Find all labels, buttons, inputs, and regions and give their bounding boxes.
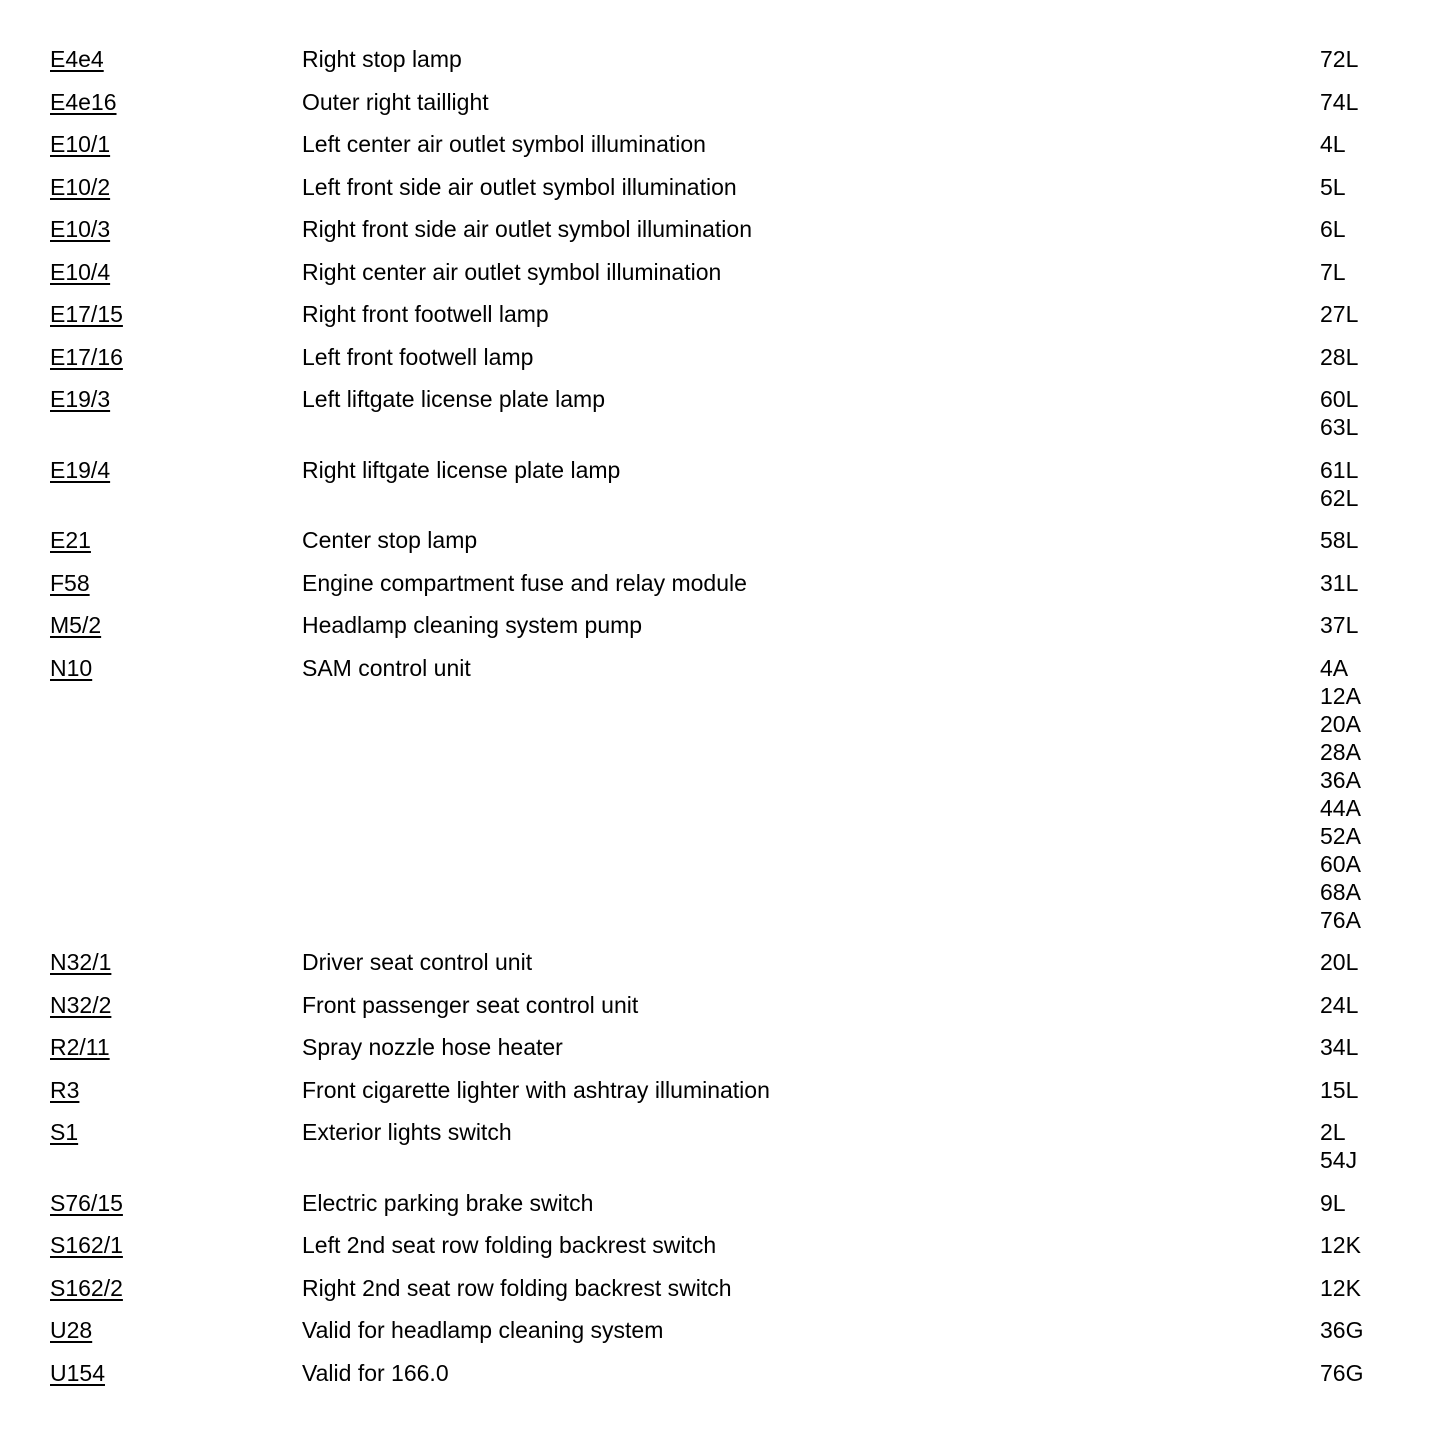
- table-row: [50, 991, 1410, 1019]
- grid-location: 74L: [1320, 88, 1359, 115]
- grid-location-list: [1320, 611, 1410, 639]
- table-row: [50, 1359, 1410, 1387]
- component-code-link[interactable]: U28: [50, 1317, 93, 1343]
- grid-location-list: [1320, 385, 1410, 441]
- table-row: [50, 1076, 1410, 1104]
- grid-location-list: [1320, 1274, 1410, 1302]
- grid-location-list: [1320, 300, 1410, 328]
- table-row: [50, 1316, 1410, 1344]
- component-code-link[interactable]: S1: [50, 1119, 79, 1145]
- grid-location-list: [1320, 258, 1410, 286]
- component-code-link[interactable]: E21: [50, 527, 91, 553]
- grid-location: 31L: [1320, 569, 1359, 596]
- grid-location: 12A: [1320, 682, 1361, 709]
- component-description: SAM control unit: [302, 654, 471, 681]
- table-row: [50, 654, 1410, 934]
- grid-location-list: [1320, 1076, 1410, 1104]
- table-row: [50, 1118, 1410, 1174]
- table-row: [50, 948, 1410, 976]
- table-row: [50, 173, 1410, 201]
- component-description: Right liftgate license plate lamp: [302, 456, 621, 483]
- component-description: Center stop lamp: [302, 527, 478, 553]
- grid-location: 24L: [1320, 991, 1359, 1018]
- component-description: Spray nozzle hose heater: [302, 1034, 563, 1060]
- component-description: Right center air outlet symbol illumination: [302, 258, 722, 285]
- component-code-link[interactable]: R3: [50, 1076, 80, 1103]
- grid-location: 34L: [1320, 1034, 1359, 1060]
- component-code-link[interactable]: E4e16: [50, 88, 117, 115]
- component-code-link[interactable]: E4e4: [50, 46, 104, 72]
- component-description: Right 2nd seat row folding backrest switch: [302, 1274, 732, 1301]
- grid-location-list: [1320, 1118, 1410, 1174]
- table-row: [50, 385, 1410, 441]
- table-row: [50, 258, 1410, 286]
- table-row: [50, 1274, 1410, 1302]
- table-row: [50, 88, 1410, 116]
- grid-location: 28A: [1320, 738, 1361, 765]
- grid-location-list: [1320, 130, 1410, 158]
- grid-location-list: [1320, 654, 1410, 934]
- component-code-link[interactable]: E19/3: [50, 386, 111, 412]
- component-code-link[interactable]: N10: [50, 654, 93, 681]
- grid-location-list: [1320, 991, 1410, 1019]
- grid-location: 2L: [1320, 1119, 1346, 1145]
- grid-location: 27L: [1320, 301, 1359, 327]
- grid-location: 61L: [1320, 456, 1359, 483]
- component-description: Front cigarette lighter with ashtray illumination: [302, 1076, 770, 1103]
- grid-location-list: [1320, 1033, 1410, 1061]
- grid-location-list: [1320, 215, 1410, 243]
- grid-location-list: [1320, 45, 1410, 73]
- grid-location-list: [1320, 1316, 1410, 1344]
- grid-location-list: [1320, 1189, 1410, 1217]
- grid-location-list: [1320, 343, 1410, 371]
- grid-location: 4L: [1320, 131, 1346, 157]
- table-row: [50, 1033, 1410, 1061]
- component-description: Outer right taillight: [302, 88, 489, 115]
- component-description: Valid for 166.0: [302, 1359, 449, 1386]
- grid-location: 60A: [1320, 850, 1361, 877]
- grid-location: 63L: [1320, 414, 1359, 440]
- component-legend-table: [50, 45, 1410, 1401]
- grid-location: 60L: [1320, 386, 1359, 412]
- component-code-link[interactable]: N32/2: [50, 991, 112, 1018]
- grid-location: 12K: [1320, 1232, 1361, 1258]
- table-row: [50, 1189, 1410, 1217]
- component-code-link[interactable]: M5/2: [50, 612, 102, 638]
- grid-location: 44A: [1320, 794, 1361, 821]
- component-description: Left 2nd seat row folding backrest switch: [302, 1232, 717, 1258]
- grid-location: 20A: [1320, 710, 1361, 737]
- table-row: [50, 130, 1410, 158]
- grid-location: 76G: [1320, 1359, 1364, 1386]
- component-code-link[interactable]: E10/2: [50, 173, 111, 200]
- component-description: Headlamp cleaning system pump: [302, 612, 643, 638]
- grid-location: 4A: [1320, 654, 1349, 681]
- component-code-link[interactable]: S162/1: [50, 1232, 123, 1258]
- grid-location: 76A: [1320, 906, 1361, 933]
- grid-location: 68A: [1320, 878, 1361, 905]
- grid-location-list: [1320, 569, 1410, 597]
- component-description: Valid for headlamp cleaning system: [302, 1317, 664, 1343]
- component-code-link[interactable]: U154: [50, 1359, 105, 1386]
- grid-location: 6L: [1320, 216, 1346, 242]
- component-code-link[interactable]: E17/15: [50, 301, 123, 327]
- grid-location: 20L: [1320, 949, 1359, 975]
- grid-location-list: [1320, 173, 1410, 201]
- component-description: Front passenger seat control unit: [302, 991, 639, 1018]
- grid-location: 12K: [1320, 1274, 1361, 1301]
- component-code-link[interactable]: S76/15: [50, 1189, 123, 1216]
- component-description: Engine compartment fuse and relay module: [302, 569, 747, 596]
- component-code-link[interactable]: E10/3: [50, 216, 111, 242]
- component-code-link[interactable]: E10/4: [50, 258, 111, 285]
- grid-location: 54J: [1320, 1147, 1358, 1173]
- grid-location-list: [1320, 948, 1410, 976]
- table-row: [50, 1231, 1410, 1259]
- component-description: Right front side air outlet symbol illumination: [302, 216, 752, 242]
- table-row: [50, 45, 1410, 73]
- grid-location: 52A: [1320, 822, 1361, 849]
- component-code-link[interactable]: E17/16: [50, 343, 123, 370]
- component-description: Left center air outlet symbol illumination: [302, 131, 706, 157]
- component-description: Left liftgate license plate lamp: [302, 386, 606, 412]
- component-code-link[interactable]: R2/11: [50, 1034, 110, 1060]
- table-row: [50, 569, 1410, 597]
- grid-location-list: [1320, 1231, 1410, 1259]
- grid-location: 9L: [1320, 1189, 1346, 1216]
- component-description: Exterior lights switch: [302, 1119, 512, 1145]
- component-code-link[interactable]: F58: [50, 569, 90, 596]
- grid-location: 15L: [1320, 1076, 1359, 1103]
- component-code-link[interactable]: E10/1: [50, 131, 111, 157]
- grid-location-list: [1320, 456, 1410, 512]
- table-row: [50, 343, 1410, 371]
- component-description: Left front side air outlet symbol illumination: [302, 173, 737, 200]
- component-description: Right stop lamp: [302, 46, 462, 72]
- grid-location: 5L: [1320, 173, 1346, 200]
- component-code-link[interactable]: N32/1: [50, 949, 112, 975]
- grid-location: 28L: [1320, 343, 1359, 370]
- component-description: Left front footwell lamp: [302, 343, 534, 370]
- component-description: Right front footwell lamp: [302, 301, 549, 327]
- table-row: [50, 611, 1410, 639]
- component-code-link[interactable]: E19/4: [50, 456, 111, 483]
- grid-location: 36A: [1320, 766, 1361, 793]
- grid-location: 37L: [1320, 612, 1359, 638]
- table-row: [50, 215, 1410, 243]
- table-row: [50, 456, 1410, 512]
- table-row: [50, 526, 1410, 554]
- grid-location-list: [1320, 526, 1410, 554]
- table-row: [50, 300, 1410, 328]
- component-description: Driver seat control unit: [302, 949, 533, 975]
- grid-location-list: [1320, 88, 1410, 116]
- grid-location: 72L: [1320, 46, 1359, 72]
- grid-location-list: [1320, 1359, 1410, 1387]
- grid-location: 62L: [1320, 484, 1359, 511]
- component-code-link[interactable]: S162/2: [50, 1274, 123, 1301]
- component-description: Electric parking brake switch: [302, 1189, 594, 1216]
- grid-location: 7L: [1320, 258, 1346, 285]
- grid-location: 36G: [1320, 1317, 1364, 1343]
- grid-location: 58L: [1320, 527, 1359, 553]
